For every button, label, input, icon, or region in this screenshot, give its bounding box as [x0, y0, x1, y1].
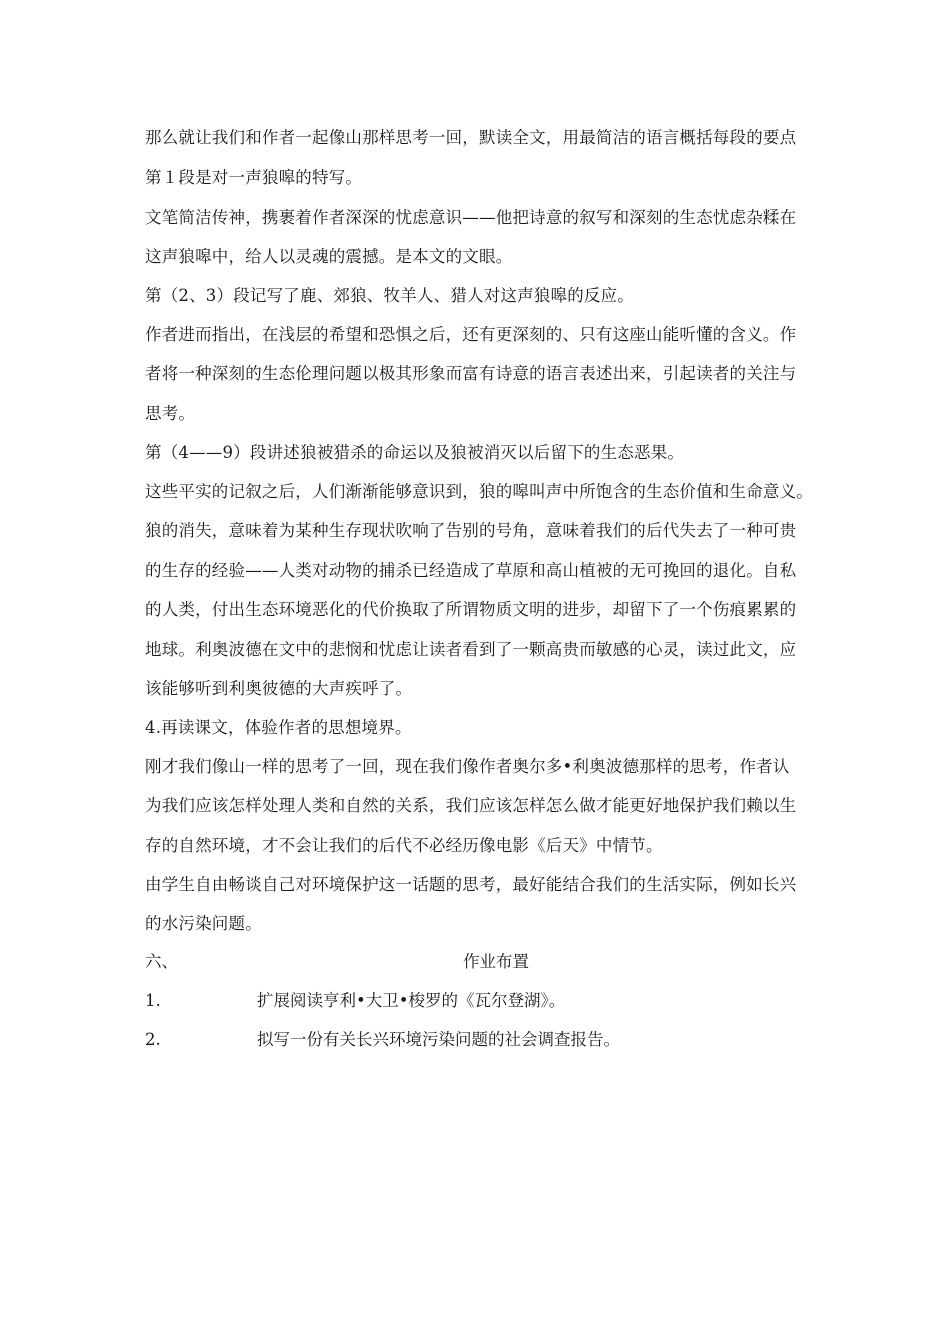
- paragraph-line: 该能够听到利奥彼德的大声疾呼了。: [145, 679, 413, 698]
- paragraph-line: 那么就让我们和作者一起像山那样思考一回，默读全文，用最简洁的语言概括每段的要点: [145, 128, 797, 147]
- paragraph-line: 思考。: [145, 404, 196, 423]
- paragraph-line: 的水污染问题。: [145, 914, 262, 933]
- section-number: 六、: [145, 952, 178, 971]
- paragraph-line: 刚才我们像山一样的思考了一回，现在我们像作者奥尔多•利奥波德那样的思考，作者认: [145, 757, 790, 776]
- paragraph-line: 的人类，付出生态环境恶化的代价换取了所谓物质文明的进步，却留下了一个伤痕累累的: [145, 600, 797, 619]
- paragraph-line: 存的自然环境，才不会让我们的后代不必经历像电影《后天》中情节。: [145, 836, 663, 855]
- paragraph-line: 由学生自由畅谈自己对环境保护这一话题的思考，最好能结合我们的生活实际，例如长兴: [145, 875, 797, 894]
- list-item-number: 2.: [145, 1030, 161, 1049]
- paragraph-line: 者将一种深刻的生态伦理问题以极其形象而富有诗意的语言表述出来，引起读者的关注与: [145, 364, 797, 383]
- paragraph-line: 的生存的经验——人类对动物的捕杀已经造成了草原和高山植被的无可挽回的退化。自私: [145, 561, 797, 580]
- paragraph-line: 文笔简洁传神，携裹着作者深深的忧虑意识——他把诗意的叙写和深刻的生态忧虑杂糅在: [145, 208, 797, 227]
- paragraph-line: 作者进而指出，在浅层的希望和恐惧之后，还有更深刻的、只有这座山能听懂的含义。作: [145, 325, 797, 344]
- section-title: 作业布置: [463, 952, 529, 971]
- paragraph-line: 4.再读课文，体验作者的思想境界。: [145, 718, 412, 737]
- paragraph-line: 第（4——9）段讲述狼被猎杀的命运以及狼被消灭以后留下的生态恶果。: [145, 443, 685, 462]
- paragraph-line: 地球。利奥波德在文中的悲悯和忧虑让读者看到了一颗高贵而敏感的心灵，读过此文，应: [145, 640, 797, 659]
- list-item-text: 拟写一份有关长兴环境污染问题的社会调查报告。: [257, 1030, 620, 1049]
- list-item-number: 1.: [145, 991, 161, 1010]
- paragraph-line: 狼的消失，意味着为某种生存现状吹响了告别的号角，意味着我们的后代失去了一种可贵: [145, 521, 797, 540]
- paragraph-line: 第（2、3）段记写了鹿、郊狼、牧羊人、猎人对这声狼嗥的反应。: [145, 286, 634, 305]
- paragraph-line: 这些平实的记叙之后，人们渐渐能够意识到，狼的嗥叫声中所饱含的生态价值和生命意义。: [145, 482, 813, 501]
- list-item-text: 扩展阅读亨利•大卫•梭罗的《瓦尔登湖》。: [257, 991, 566, 1010]
- paragraph-line: 第１段是对一声狼嗥的特写。: [145, 168, 363, 187]
- paragraph-line: 这声狼嗥中，给人以灵魂的震撼。是本文的文眼。: [145, 247, 513, 266]
- paragraph-line: 为我们应该怎样处理人类和自然的关系，我们应该怎样怎么做才能更好地保护我们赖以生: [145, 796, 797, 815]
